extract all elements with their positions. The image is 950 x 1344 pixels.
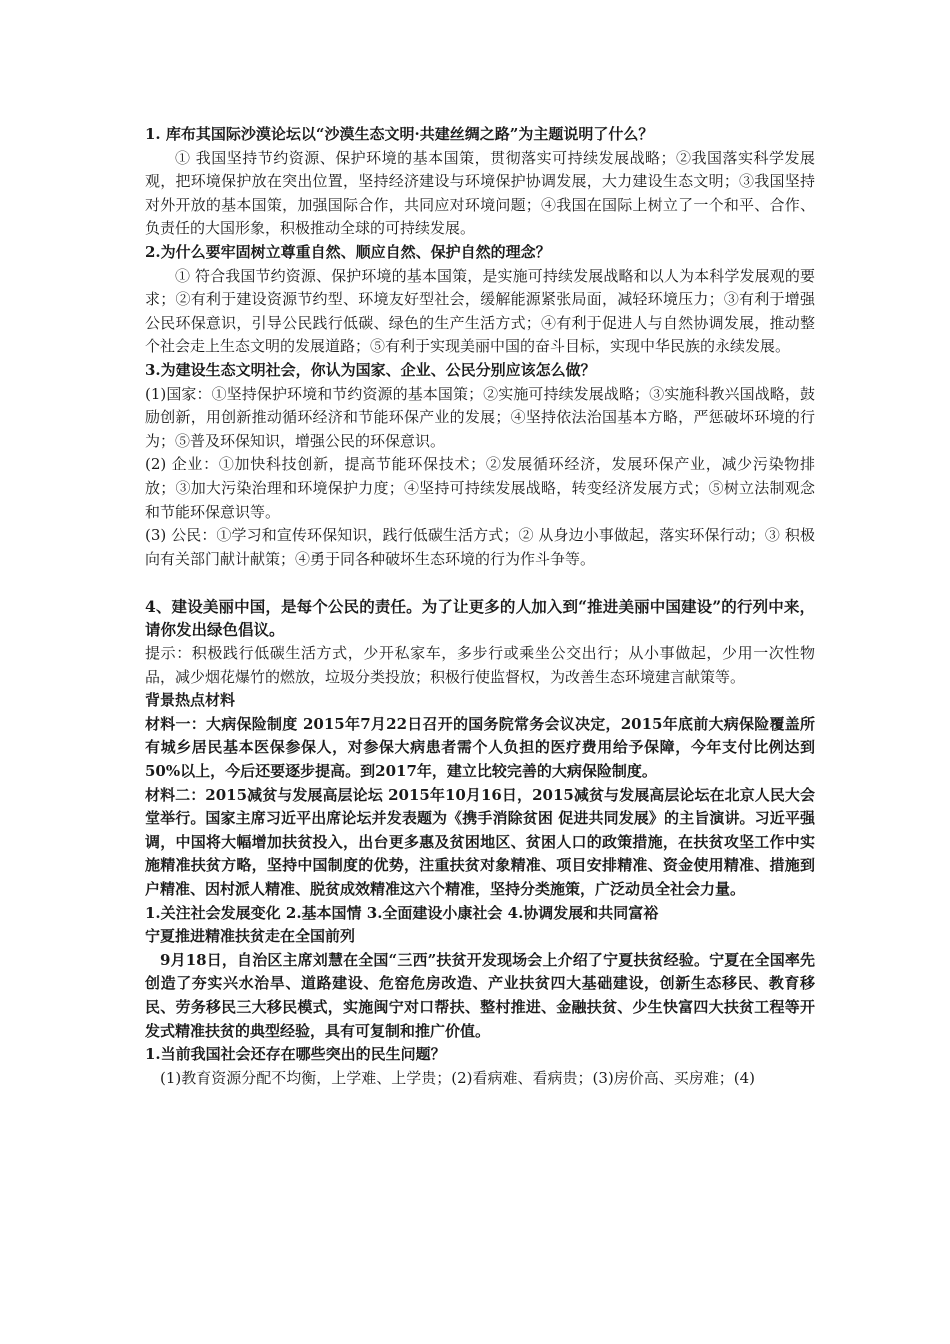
ningxia-title: 宁夏推进精准扶贫走在全国前列 — [145, 927, 356, 946]
question-2-title: 2.为什么要牢固树立尊重自然、顺应自然、保护自然的理念？ — [145, 242, 551, 261]
document-page — [145, 123, 815, 1090]
question-4-title: 4、建设美丽中国，是每个公民的责任。为了让更多的人加入到“推进美丽中国建设”的行列中来，请你发出绿色倡议。 — [145, 596, 815, 640]
question-3-citizen-answer: (3) 公民：①学习和宣传环保知识，践行低碳生活方式；② 从身边小事做起，落实环保行动；③ 积极向有关部门献计献策；④勇于同各种破坏生态环境的行为作斗争等。 — [145, 526, 815, 568]
question-4-hint: 提示：积极践行低碳生活方式，少开私家车，多步行或乘坐公交出行；从小事做起，少用一次性物品，减少烟花爆竹的燃放，垃圾分类投放；积极行使监督权，为改善生态环境建言献策等。 — [145, 644, 815, 686]
blank-line — [145, 571, 815, 595]
topics-line: 1.关注社会发展变化 2.基本国情 3.全面建设小康社会 4.协调发展和共同富裕 — [145, 903, 659, 922]
ningxia-body: 9月18日，自治区主席刘慧在全国“三西”扶贫开发现场会上介绍了宁夏扶贫经验。宁夏在全国率先创造了夯实兴水治旱、道路建设、危窑危房改造、产业扶贫四大基础建设，创新生态移民、教育移民、劳务移民三大移民模式，实施闽宁对口帮扶、整村推进、金融扶贫、少生快富四大扶贫工程等开发式精准扶贫的典型经验，具有可复制和推广价值。 — [145, 950, 815, 1040]
livelihood-question-title: 1.当前我国社会还存在哪些突出的民生问题？ — [145, 1045, 446, 1064]
question-3-state-answer: (1)国家：①坚持保护环境和节约资源的基本国策；②实施可持续发展战略；③实施科教兴国战略，鼓励创新，用创新推动循环经济和节能环保产业的发展；④坚持依法治国基本方略，严惩破坏环境的行为；⑤普及环保知识，增强公民的环保意识。 — [145, 384, 815, 450]
background-title: 背景热点材料 — [145, 691, 236, 710]
material-1: 材料一：大病保险制度 2015年7月22日召开的国务院常务会议决定，2015年底前大病保险覆盖所有城乡居民基本医保参保人，对参保大病患者需个人负担的医疗费用给予保障，今年支付比例达到50%以上，今后还要逐步提高。到2017年，建立比较完善的大病保险制度。 — [145, 714, 815, 781]
question-2-answer: ① 符合我国节约资源、保护环境的基本国策，是实施可持续发展战略和以人为本科学发展观的要求；②有利于建设资源节约型、环境友好型社会，缓解能源紧张局面，减轻环境压力；③有利于增强公民环保意识，引导公民践行低碳、绿色的生产生活方式；④有利于促进人与自然协调发展，推动整个社会走上生态文明的发展道路；⑤有利于实现美丽中国的奋斗目标，实现中华民族的永续发展。 — [145, 266, 815, 356]
question-3-enterprise-answer: (2) 企业：①加快科技创新，提高节能环保技术；②发展循环经济，发展环保产业，减少污染物排放；③加大污染治理和环境保护力度；④坚持可持续发展战略，转变经济发展方式；⑤树立法制观念和节能环保意识等。 — [145, 455, 815, 521]
question-1-answer: ① 我国坚持节约资源、保护环境的基本国策，贯彻落实可持续发展战略；②我国落实科学发展观，把环境保护放在突出位置，坚持经济建设与环境保护协调发展，大力建设生态文明；③我国坚持对外开放的基本国策，加强国际合作，共同应对环境问题；④我国在国际上树立了一个和平、合作、负责任的大国形象，积极推动全球的可持续发展。 — [145, 148, 815, 238]
question-3-title: 3.为建设生态文明社会，你认为国家、企业、公民分别应该怎么做？ — [145, 360, 596, 379]
question-1-title: 1. 库布其国际沙漠论坛以“沙漠生态文明·共建丝绸之路”为主题说明了什么？ — [145, 125, 654, 143]
livelihood-question-answer: (1)教育资源分配不均衡，上学难、上学贵；(2)看病难、看病贵；(3)房价高、买房难；(4) — [160, 1068, 755, 1087]
material-2: 材料二：2015减贫与发展高层论坛 2015年10月16日，2015减贫与发展高层论坛在北京人民大会堂举行。国家主席习近平出席论坛并发表题为《携手消除贫困 促进共同发展》的主旨演讲。习近平强调，中国将大幅增加扶贫投入，出台更多惠及贫困地区、贫困人口的政策措施，在扶贫攻坚工作中实施精准扶贫方略，坚持中国制度的优势，注重扶贫对象精准、项目安排精准、资金使用精准、措施到户精准、因村派人精准、脱贫成效精准这六个精准，坚持分类施策，广泛动员全社会力量。 — [145, 785, 815, 898]
